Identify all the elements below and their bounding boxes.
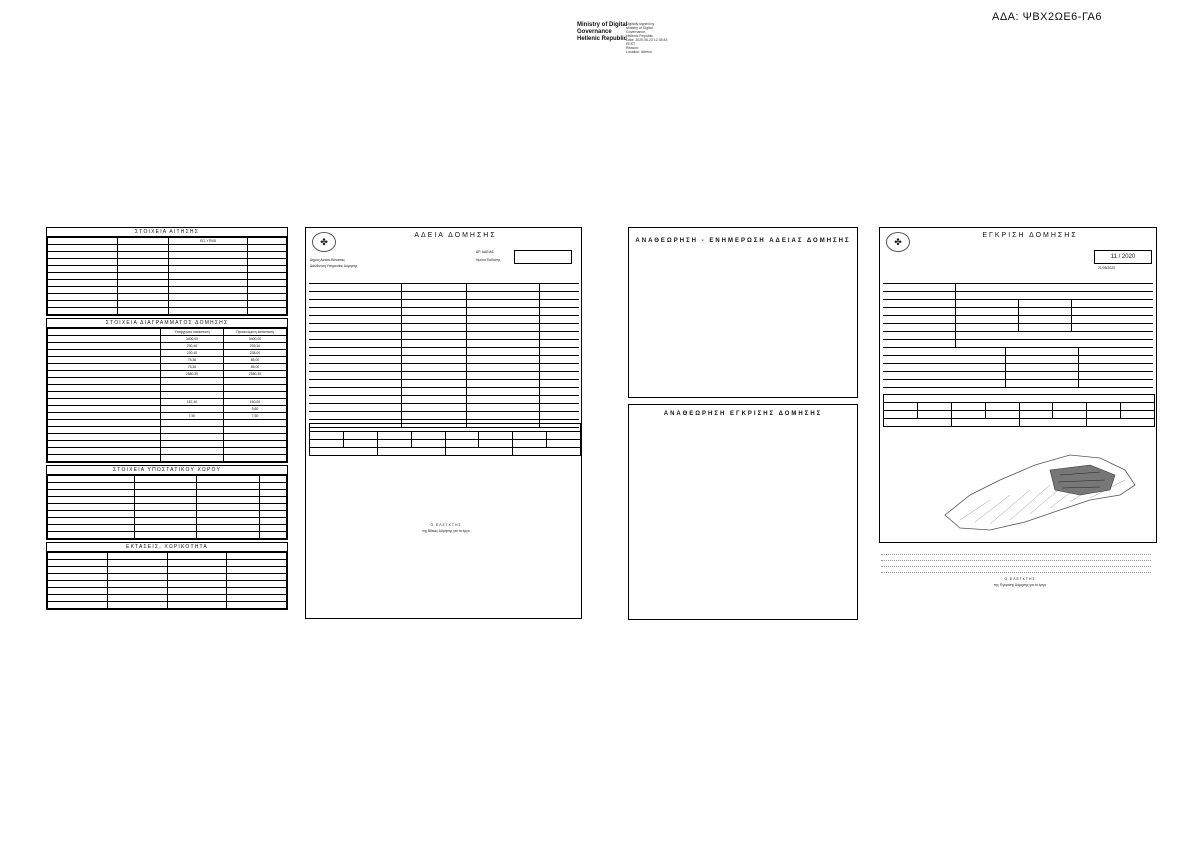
permit-title: ΑΔΕΙΑ ΔΟΜΗΣΗΣ	[414, 232, 497, 239]
application-section	[46, 227, 288, 316]
approval-number-box: 11 / 2020	[1094, 250, 1152, 264]
application-section-title: ΣΤΟΙΧΕΙΑ ΑΙΤΗΣΗΣ	[47, 228, 287, 237]
plan-section	[46, 318, 288, 463]
plan-table: Υπάρχουσα κατάσταση Προτεινόμενη κατάσταση 3400,00 3400,00 230,40 239,10 230,40 238,00 75,36 85,00 75,36 85,00 2580,30 2580,30 187,40 150,00 9,60 7,50 7,50	[47, 328, 287, 462]
building-approval-panel	[879, 227, 1157, 543]
permit-number-box	[514, 250, 572, 264]
coordinates-table	[309, 423, 581, 456]
annex-section-title: ΣΤΟΙΧΕΙΑ ΥΠΟΣΤΑΤΙΚΟΥ ΧΩΡΟΥ	[47, 466, 287, 475]
coat-of-arms-icon: ✤	[886, 232, 910, 252]
annex-section	[46, 465, 288, 540]
approval-date: 21/05/2020	[1098, 266, 1115, 270]
digital-signature-label: Ministry of Digital Governance Hellenic Republic	[577, 22, 628, 42]
application-table: ΕΙΣ-ΥΠ/08	[47, 237, 287, 315]
approval-revision-title: ΑΝΑΘΕΩΡΗΣΗ ΕΓΚΡΙΣΗΣ ΔΟΜΗΣΗΣ	[663, 411, 823, 417]
coat-of-arms-icon: ✤	[312, 232, 336, 252]
areas-table	[47, 552, 287, 609]
approval-revision-panel	[628, 404, 858, 620]
approval-inspector-subtitle: της Έγκρισης Δόμησης για το έργο	[994, 583, 1046, 587]
building-permit-panel	[305, 227, 582, 619]
permit-number-label: ΑΡ. ΑΔΕΙΑΣ	[476, 250, 494, 254]
areas-section	[46, 542, 288, 610]
inspector-title: Ο ΕΛΕΓΚΤΗΣ	[430, 523, 462, 527]
issuing-authority: Δήμος Ακτίου-Βόνιτσας	[310, 258, 345, 262]
inspector-subtitle: της Άδειας Δόμησης για το έργο	[422, 529, 470, 533]
permit-date-label: Ημ/νια Έκδοσης	[476, 258, 501, 262]
approval-coordinates-table	[883, 394, 1155, 427]
ada-code: ΑΔΑ: ΨΒΧ2ΩΕ6-ΓΑ6	[992, 11, 1102, 23]
permit-revision-panel	[628, 227, 858, 398]
plan-section-title: ΣΤΟΙΧΕΙΑ ΔΙΑΓΡΑΜΜΑΤΟΣ ΔΟΜΗΣΗΣ	[47, 319, 287, 328]
site-plan-drawing	[940, 440, 1140, 535]
approval-notes	[881, 549, 1151, 573]
annex-table	[47, 475, 287, 539]
digital-signature-details: Digitally signed by Ministry of Digital Governance, Hellenic Republic Date: 2020.06.23 12:35:45 EEST Reason: Location: Athens	[626, 22, 668, 54]
permit-revision-title: ΑΝΑΘΕΩΡΗΣΗ - ΕΝΗΜΕΡΩΣΗ ΑΔΕΙΑΣ ΔΟΜΗΣΗΣ	[635, 238, 851, 244]
issuing-department: Διεύθυνση Υπηρεσίας Δόμησης	[310, 264, 358, 268]
approval-title: ΕΓΚΡΙΣΗ ΔΟΜΗΣΗΣ	[982, 232, 1078, 239]
approval-inspector-title: Ο ΕΛΕΓΚΤΗΣ	[1004, 577, 1036, 581]
application-data-panel	[46, 227, 288, 619]
areas-section-title: ΕΚΤΑΣΕΙΣ, ΧΩΡΙΚΟΤΗΤΑ	[47, 543, 287, 552]
